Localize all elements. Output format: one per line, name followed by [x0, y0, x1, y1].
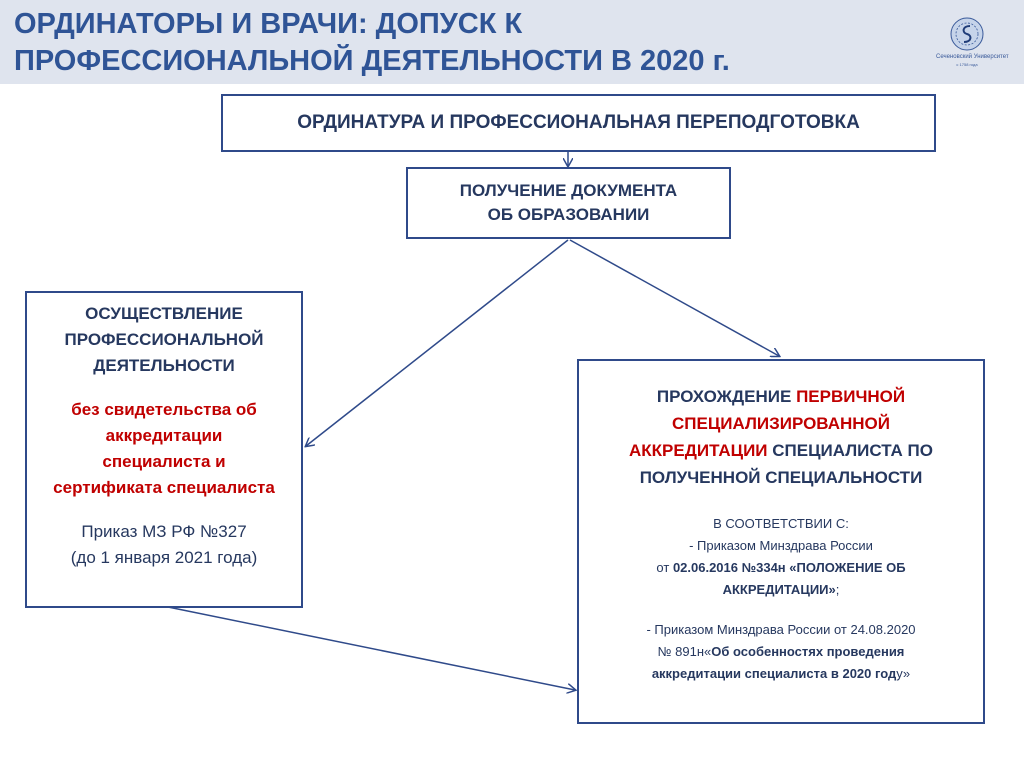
- logo-subtext: с 1758 года: [956, 62, 978, 67]
- heading-text: ПРОХОЖДЕНИЕ: [656, 387, 797, 406]
- accreditation-basis: [579, 513, 983, 685]
- spacer: [27, 501, 301, 519]
- left-heading-line: ДЕЯТЕЛЬНОСТИ: [93, 356, 235, 375]
- basis-order-2-title: аккредитации специалиста в 2020 год: [651, 666, 897, 681]
- spacer: [579, 601, 983, 619]
- basis-order-2-number: № 891н«: [657, 644, 712, 659]
- heading-text: СПЕЦИАЛИСТА ПО: [767, 441, 933, 460]
- spacer: [27, 379, 301, 397]
- left-order-line: Приказ МЗ РФ №327: [81, 522, 247, 541]
- left-order-line: (до 1 января 2021 года): [70, 548, 258, 567]
- arrow-left-to-right: [168, 607, 575, 690]
- arrow-doc-to-right: [570, 240, 779, 356]
- left-condition-line: специалиста и: [102, 452, 226, 471]
- box-residency-retraining: ОРДИНАТУРА И ПРОФЕССИОНАЛЬНАЯ ПЕРЕПОДГОТОВКА: [221, 94, 936, 152]
- arrow-doc-to-left: [306, 240, 568, 446]
- heading-highlight: СПЕЦИАЛИЗИРОВАННОЙ: [671, 414, 890, 433]
- basis-order-1-title: АККРЕДИТАЦИИ»: [722, 582, 836, 597]
- box-accreditation: [577, 359, 985, 724]
- basis-order-1: - Приказом Минздрава России: [689, 538, 873, 553]
- heading-highlight: АККРЕДИТАЦИИ: [629, 441, 768, 460]
- page-title: ОРДИНАТОРЫ И ВРАЧИ: ДОПУСК К ПРОФЕССИОНАЛЬНОЙ ДЕЯТЕЛЬНОСТИ В 2020 г.: [14, 8, 730, 77]
- box-professional-activity: [25, 291, 303, 608]
- university-logo: [936, 14, 1009, 70]
- box-education-document: ПОЛУЧЕНИЕ ДОКУМЕНТА ОБ ОБРАЗОВАНИИ: [406, 167, 731, 239]
- accreditation-heading: [579, 383, 983, 491]
- left-condition-line: без свидетельства об: [71, 400, 257, 419]
- heading-highlight: ПЕРВИЧНОЙ: [796, 387, 906, 406]
- heading-text: ПОЛУЧЕННОЙ СПЕЦИАЛЬНОСТИ: [639, 468, 923, 487]
- basis-intro: В СООТВЕТСТВИИ С:: [713, 516, 849, 531]
- left-heading-line: ПРОФЕССИОНАЛЬНОЙ: [64, 330, 264, 349]
- left-condition-line: сертификата специалиста: [53, 478, 275, 497]
- basis-order-1-end: ;: [835, 582, 840, 597]
- basis-order-1-date: 02.06.2016 №334н «ПОЛОЖЕНИЕ ОБ: [672, 560, 906, 575]
- left-condition-line: аккредитации: [105, 426, 223, 445]
- basis-order-1-prefix: от: [656, 560, 673, 575]
- basis-order-2-title: Об особенностях проведения: [711, 644, 905, 659]
- logo-text: Сеченовский Университет: [936, 54, 1009, 60]
- logo-emblem-icon: [936, 14, 998, 54]
- basis-order-2: - Приказом Минздрава России от 24.08.2020: [646, 622, 916, 637]
- left-heading-line: ОСУЩЕСТВЛЕНИЕ: [85, 304, 243, 323]
- basis-order-2-end: у»: [896, 666, 911, 681]
- header-banner: [0, 0, 1024, 84]
